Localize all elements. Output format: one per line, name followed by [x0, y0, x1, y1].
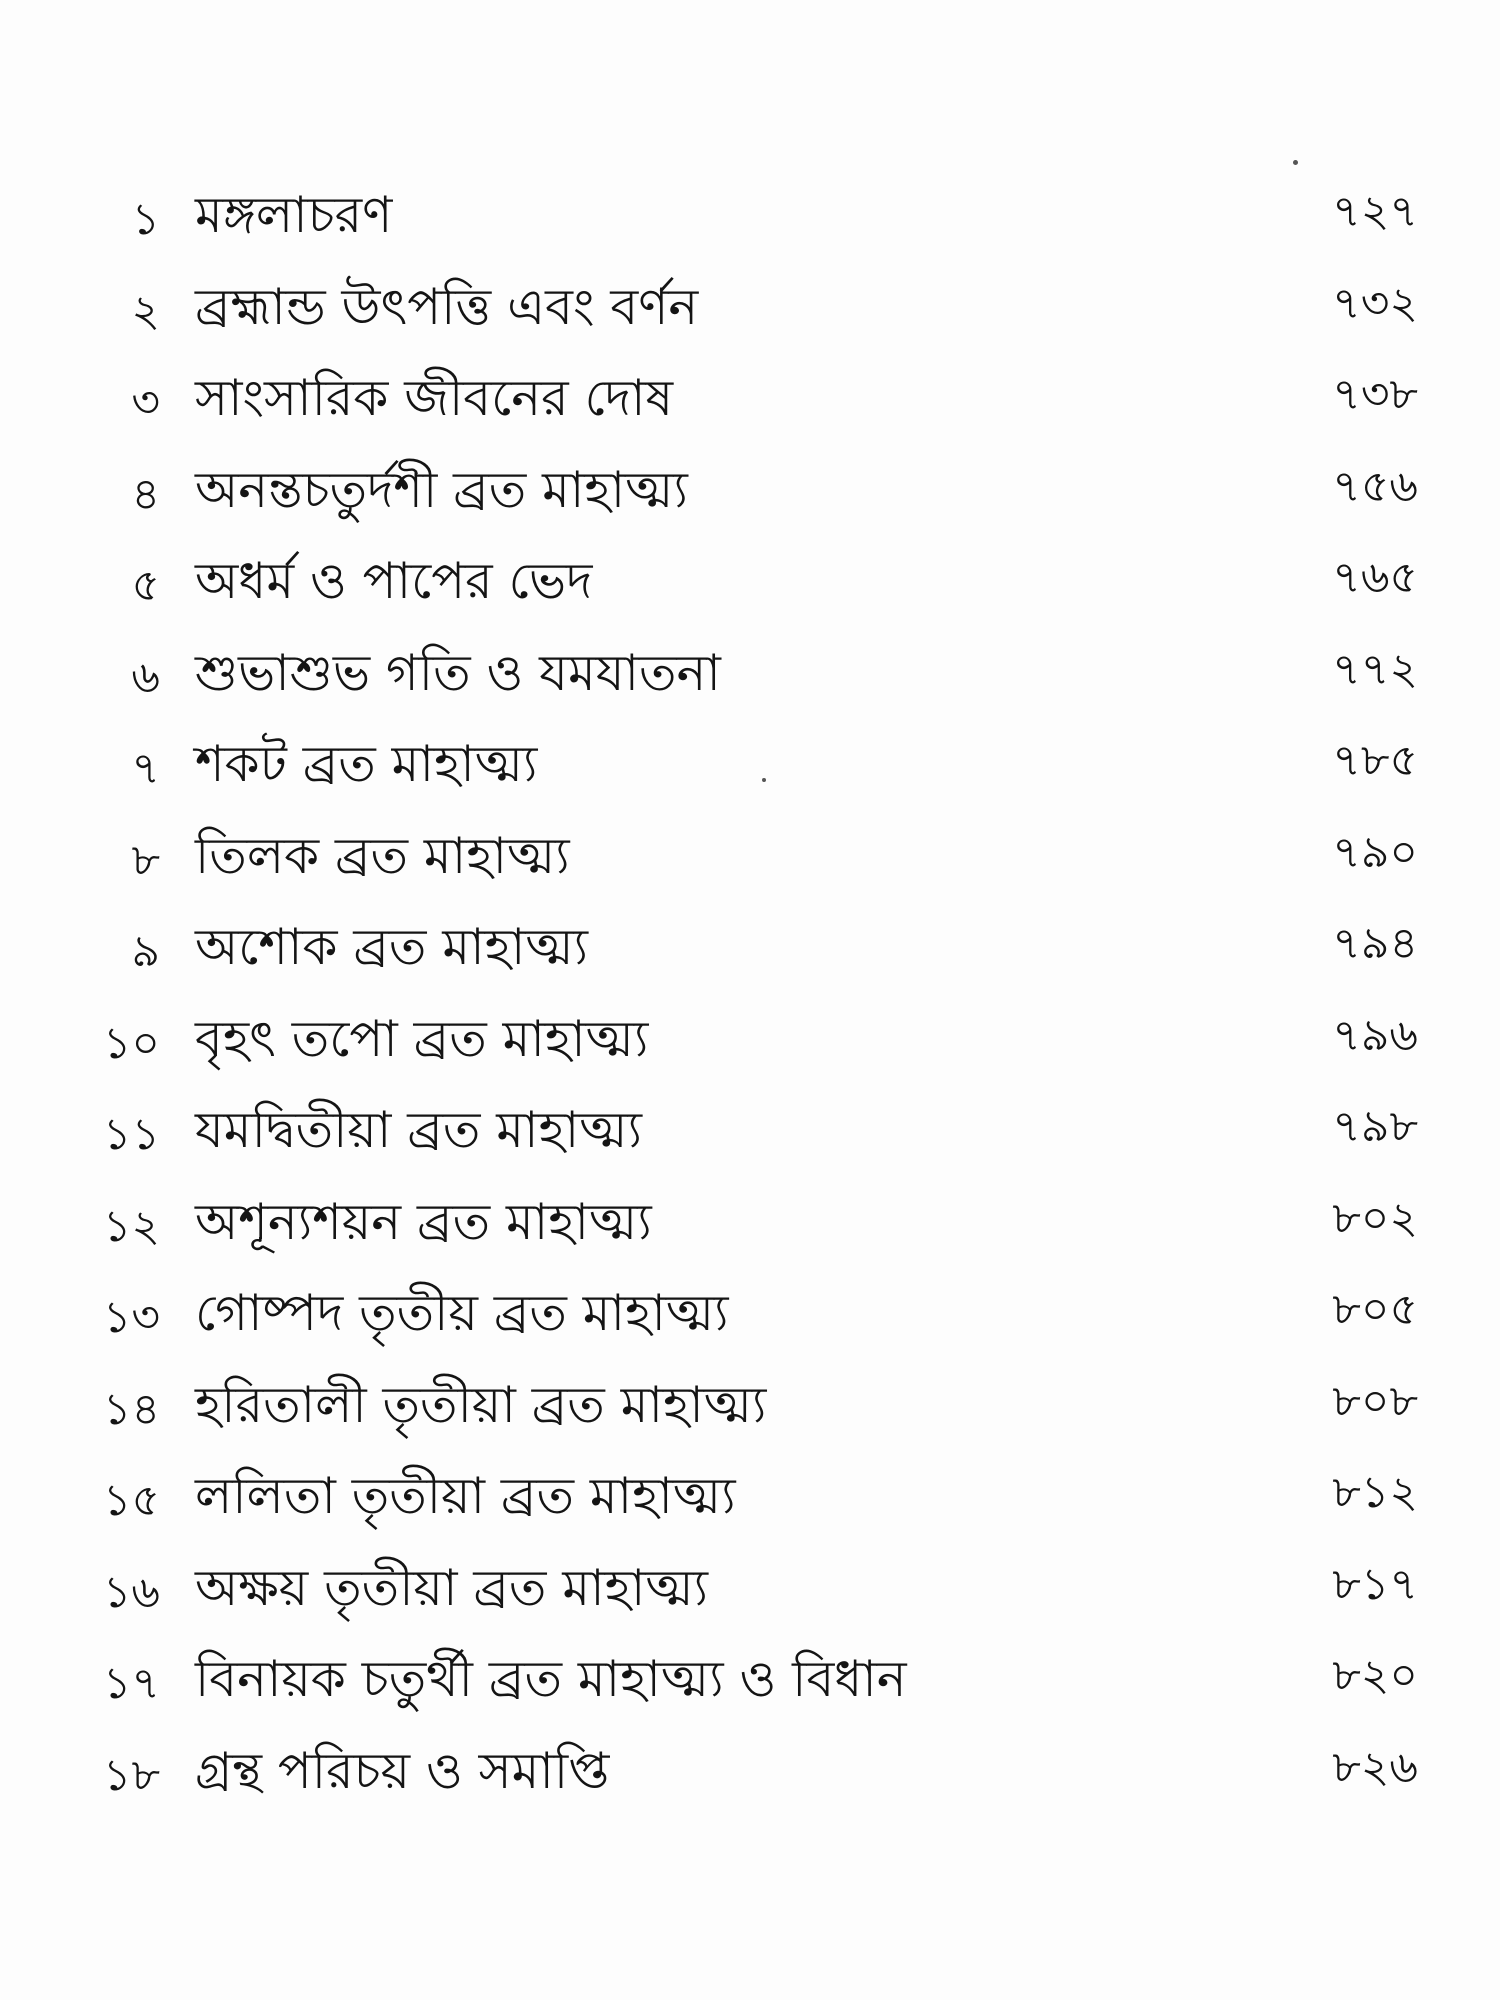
- chapter-number: ১২: [102, 1200, 160, 1252]
- page-number: ৮১৭: [1332, 1558, 1418, 1610]
- toc-entry: [0, 1189, 1500, 1281]
- page-number: ৮০৮: [1332, 1375, 1418, 1427]
- chapter-number: ১১: [102, 1109, 160, 1160]
- chapter-number: ১৪: [102, 1383, 160, 1435]
- toc-entry: [0, 914, 1500, 1006]
- page-number: ৮১২: [1332, 1467, 1418, 1518]
- toc-entry: [0, 1280, 1500, 1372]
- table-of-contents: [0, 182, 1500, 1829]
- chapter-title: অধর্ম ও পাপের ভেদ: [195, 552, 593, 610]
- toc-entry: [0, 1555, 1500, 1647]
- chapter-title: শুভাশুভ গতি ও যমযাতনা: [195, 643, 721, 702]
- page-number: ৭৬৫: [1332, 552, 1418, 603]
- page-number: ৭৩৮: [1332, 369, 1418, 420]
- chapter-title: অক্ষয় তৃতীয়া ব্রত মাহাত্ম্য: [195, 1558, 709, 1617]
- toc-entry: [0, 365, 1500, 457]
- toc-entry: [0, 823, 1500, 915]
- chapter-title: মঙ্গলাচরণ: [195, 186, 393, 244]
- toc-entry: [0, 1463, 1500, 1555]
- chapter-number: ১৭: [102, 1658, 160, 1709]
- page-number: ৭৮৫: [1332, 735, 1418, 786]
- toc-entry: [0, 1006, 1500, 1098]
- chapter-title: অনন্তচতুর্দশী ব্রত মাহাত্ম্য: [195, 460, 688, 519]
- toc-entry: [0, 182, 1500, 274]
- chapter-number: ১৩: [102, 1292, 160, 1343]
- toc-entry: [0, 457, 1500, 549]
- page-number: ৮২০: [1332, 1650, 1418, 1701]
- toc-entry: [0, 548, 1500, 640]
- chapter-title: ব্রহ্মান্ড উৎপত্তি এবং বর্ণন: [195, 277, 699, 336]
- chapter-number: ৬: [131, 651, 160, 703]
- chapter-number: ৫: [131, 560, 160, 611]
- chapter-title: বিনায়ক চতুর্থী ব্রত মাহাত্ম্য ও বিধান: [195, 1650, 907, 1708]
- chapter-title: গ্রন্থ পরিচয় ও সমাপ্তি: [195, 1741, 610, 1800]
- chapter-number: ৭: [131, 743, 160, 794]
- print-speck: [1293, 160, 1298, 165]
- chapter-title: তিলক ব্রত মাহাত্ম্য: [195, 826, 570, 885]
- page-number: ৮২৬: [1332, 1741, 1418, 1793]
- chapter-number: ১০: [102, 1017, 160, 1069]
- toc-entry: [0, 1738, 1500, 1830]
- page-number: ৭২৭: [1332, 186, 1418, 237]
- toc-entry: [0, 1646, 1500, 1738]
- chapter-number: ১৬: [102, 1566, 160, 1618]
- toc-entry: [0, 1097, 1500, 1189]
- chapter-title: গোষ্পদ তৃতীয় ব্রত মাহাত্ম্য: [195, 1284, 729, 1342]
- chapter-number: ১: [131, 194, 160, 245]
- chapter-title: হরিতালী তৃতীয়া ব্রত মাহাত্ম্য: [195, 1375, 767, 1434]
- chapter-title: অশোক ব্রত মাহাত্ম্য: [195, 918, 589, 976]
- chapter-number: ৩: [131, 377, 160, 428]
- page-number: ৭৩২: [1332, 277, 1418, 329]
- page-number: ৭৯৪: [1332, 918, 1418, 969]
- toc-entry: [0, 1372, 1500, 1464]
- chapter-number: ৯: [131, 926, 160, 977]
- page-number: ৭৯৮: [1332, 1101, 1418, 1152]
- chapter-title: ললিতা তৃতীয়া ব্রত মাহাত্ম্য: [195, 1467, 736, 1525]
- toc-entry: [0, 274, 1500, 366]
- page-number: ৭৯৬: [1332, 1009, 1418, 1061]
- chapter-title: সাংসারিক জীবনের দোষ: [195, 369, 674, 427]
- toc-entry: [0, 731, 1500, 823]
- page-number: ৮০৫: [1332, 1284, 1418, 1335]
- chapter-number: ১৮: [102, 1749, 160, 1801]
- page-number: ৭৯০: [1332, 826, 1418, 878]
- chapter-title: শকট ব্রত মাহাত্ম্য: [195, 735, 538, 793]
- chapter-number: ৮: [131, 834, 160, 886]
- toc-entry: [0, 640, 1500, 732]
- chapter-title: বৃহৎ তপো ব্রত মাহাত্ম্য: [195, 1009, 649, 1068]
- chapter-title: অশূন্যশয়ন ব্রত মাহাত্ম্য: [195, 1192, 652, 1251]
- chapter-number: ১৫: [102, 1475, 160, 1526]
- chapter-number: ২: [131, 285, 160, 337]
- chapter-number: ৪: [131, 468, 160, 520]
- page-number: ৮০২: [1332, 1192, 1418, 1244]
- chapter-title: যমদ্বিতীয়া ব্রত মাহাত্ম্য: [195, 1101, 642, 1159]
- page-number: ৭৭২: [1332, 643, 1418, 695]
- page-number: ৭৫৬: [1332, 460, 1418, 512]
